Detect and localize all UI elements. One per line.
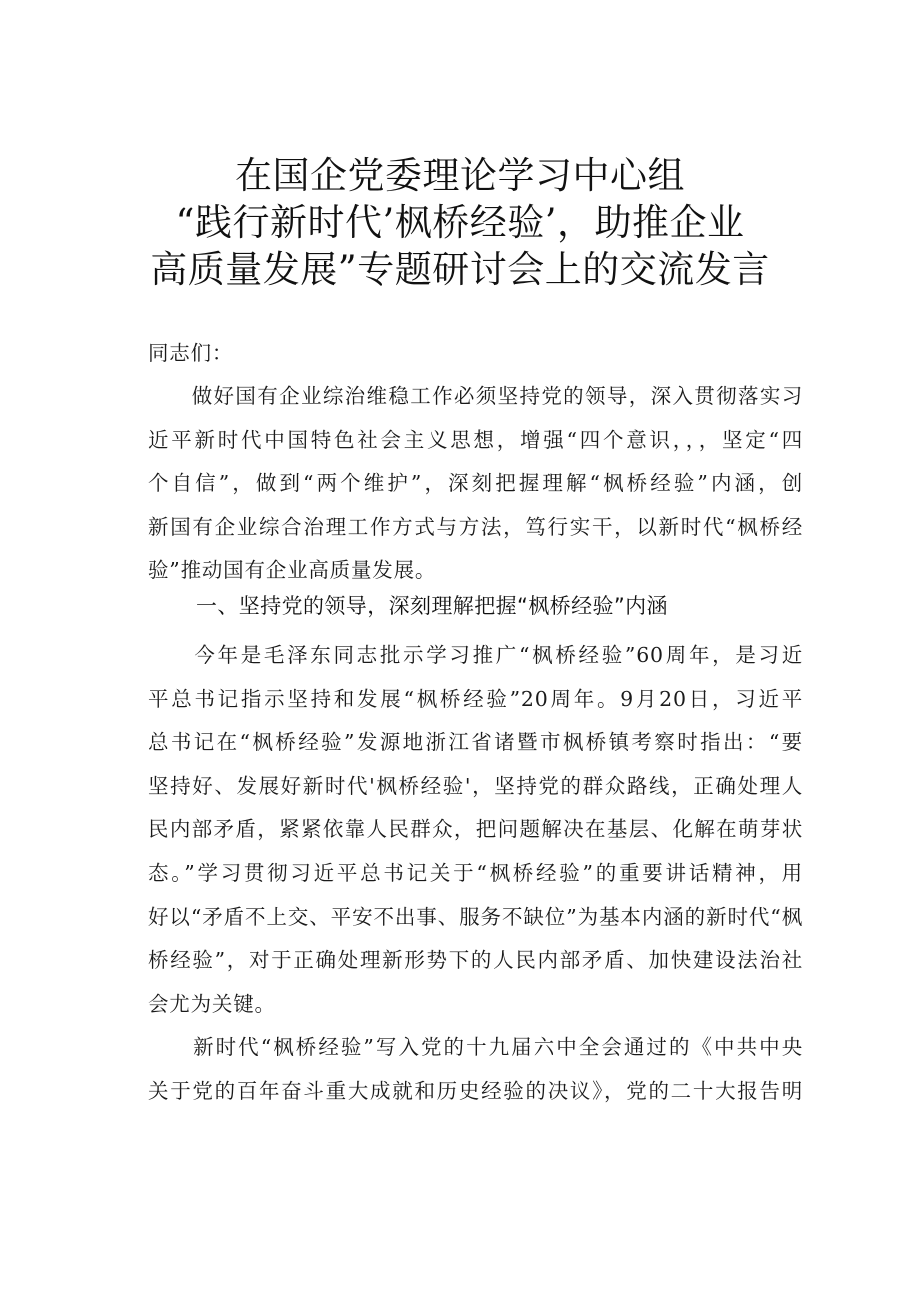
paragraph-1-line: 做好国有企业综治维稳工作必须坚持党的领导，深入贯彻落实习 — [148, 384, 803, 408]
paragraph-1-line: 个自信”，做到“两个维护”，深刻把握理解“枫桥经验”内涵，创 — [148, 471, 803, 496]
paragraph-2-line: 会尤为关键。 — [148, 991, 276, 1016]
paragraph-2 — [148, 634, 803, 1026]
document-title — [0, 152, 920, 293]
paragraph-2-line: 桥经验”，对于正确处理新形势下的人民内部矛盾、加快建设法治社 — [148, 948, 803, 973]
section-heading-1: 一、坚持党的领导，深刻理解把握“枫桥经验”内涵 — [196, 594, 668, 618]
paragraph-2-line: 坚持好、发展好新时代'枫桥经验'，坚持党的群众路线，正确处理人 — [148, 773, 803, 798]
title-line-2: “践行新时代’枫桥经验’，助推企业 — [175, 201, 745, 244]
paragraph-2-line: 民内部矛盾，紧紧依靠人民群众，把问题解决在基层、化解在萌芽状 — [148, 817, 803, 842]
paragraph-2-line: 总书记在“枫桥经验”发源地浙江省诸暨市枫桥镇考察时指出：“要 — [148, 730, 803, 755]
paragraph-1-line: 新国有企业综合治理工作方式与方法，笃行实干，以新时代“枫桥经 — [148, 514, 803, 539]
salutation: 同志们： — [148, 341, 234, 365]
paragraph-2-line: 态。”学习贯彻习近平总书记关于“枫桥经验”的重要讲话精神，用 — [148, 860, 803, 885]
title-line-3: 高质量发展”专题研讨会上的交流发言 — [150, 248, 770, 291]
paragraph-3 — [148, 1026, 803, 1113]
paragraph-2-line: 今年是毛泽东同志批示学习推广“枫桥经验”60周年，是习近 — [148, 643, 803, 667]
paragraph-3-line: 关于党的百年奋斗重大成就和历史经验的决议》，党的二十大报告明 — [148, 1078, 803, 1103]
title-line-1: 在国企党委理论学习中心组 — [235, 154, 685, 197]
paragraph-1 — [148, 375, 803, 593]
paragraph-1-line: 验”推动国有企业高质量发展。 — [148, 558, 437, 583]
paragraph-1-line: 近平新时代中国特色社会主义思想，增强“四个意识，，，坚定“四 — [148, 427, 803, 452]
paragraph-2-line: 好以“矛盾不上交、平安不出事、服务不缺位”为基本内涵的新时代“枫 — [148, 904, 803, 929]
paragraph-3-line: 新时代“枫桥经验”写入党的十九届六中全会通过的《中共中央 — [148, 1035, 803, 1059]
paragraph-2-line: 平总书记指示坚持和发展“枫桥经验”20周年。9月20日，习近平 — [148, 686, 803, 711]
